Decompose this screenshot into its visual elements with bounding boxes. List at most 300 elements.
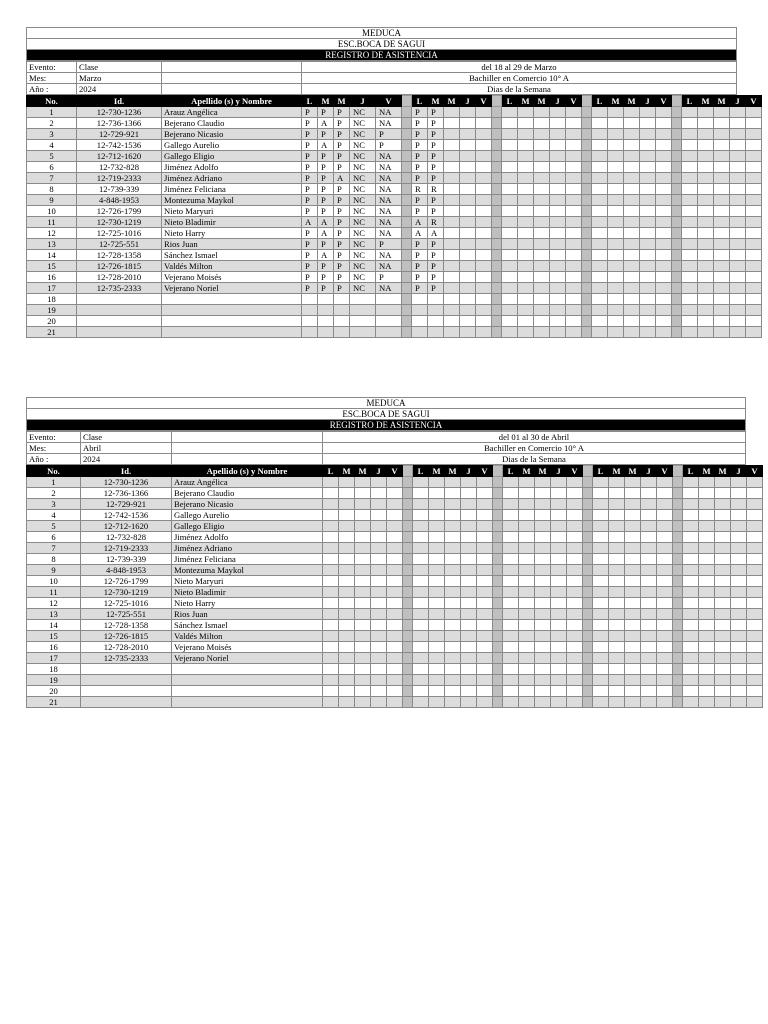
attendance-cell[interactable] bbox=[730, 195, 746, 206]
attendance-cell[interactable] bbox=[683, 532, 699, 543]
attendance-cell[interactable]: NC bbox=[350, 184, 376, 195]
attendance-cell[interactable]: P bbox=[334, 184, 350, 195]
attendance-cell[interactable] bbox=[698, 195, 714, 206]
attendance-cell[interactable] bbox=[429, 576, 445, 587]
attendance-cell[interactable] bbox=[625, 499, 641, 510]
attendance-cell[interactable]: P bbox=[318, 129, 334, 140]
attendance-cell[interactable] bbox=[387, 499, 403, 510]
attendance-cell[interactable] bbox=[535, 543, 551, 554]
attendance-cell[interactable] bbox=[461, 477, 477, 488]
attendance-cell[interactable] bbox=[698, 261, 714, 272]
attendance-cell[interactable] bbox=[339, 510, 355, 521]
attendance-cell[interactable] bbox=[376, 305, 402, 316]
attendance-cell[interactable] bbox=[715, 631, 731, 642]
attendance-cell[interactable] bbox=[731, 477, 747, 488]
attendance-cell[interactable] bbox=[592, 228, 608, 239]
attendance-cell[interactable] bbox=[624, 228, 640, 239]
attendance-cell[interactable] bbox=[387, 477, 403, 488]
attendance-cell[interactable] bbox=[518, 305, 534, 316]
attendance-cell[interactable] bbox=[445, 653, 461, 664]
attendance-cell[interactable]: P bbox=[334, 250, 350, 261]
attendance-cell[interactable] bbox=[445, 477, 461, 488]
attendance-cell[interactable] bbox=[746, 206, 762, 217]
attendance-cell[interactable] bbox=[683, 499, 699, 510]
attendance-cell[interactable] bbox=[699, 477, 715, 488]
attendance-cell[interactable] bbox=[477, 653, 493, 664]
attendance-cell[interactable] bbox=[640, 305, 656, 316]
attendance-cell[interactable] bbox=[731, 565, 747, 576]
attendance-cell[interactable] bbox=[412, 316, 428, 327]
attendance-cell[interactable] bbox=[429, 675, 445, 686]
attendance-cell[interactable] bbox=[445, 675, 461, 686]
attendance-cell[interactable] bbox=[683, 598, 699, 609]
attendance-cell[interactable] bbox=[476, 140, 492, 151]
attendance-cell[interactable] bbox=[503, 477, 519, 488]
attendance-cell[interactable] bbox=[657, 499, 673, 510]
attendance-cell[interactable] bbox=[534, 283, 550, 294]
attendance-cell[interactable] bbox=[625, 554, 641, 565]
attendance-cell[interactable]: P bbox=[428, 151, 444, 162]
attendance-cell[interactable] bbox=[682, 140, 698, 151]
attendance-cell[interactable] bbox=[502, 228, 518, 239]
attendance-cell[interactable] bbox=[699, 609, 715, 620]
attendance-cell[interactable] bbox=[683, 554, 699, 565]
attendance-cell[interactable] bbox=[551, 620, 567, 631]
attendance-cell[interactable] bbox=[502, 173, 518, 184]
attendance-cell[interactable] bbox=[355, 576, 371, 587]
attendance-cell[interactable] bbox=[460, 107, 476, 118]
attendance-cell[interactable] bbox=[477, 664, 493, 675]
attendance-cell[interactable] bbox=[355, 488, 371, 499]
attendance-cell[interactable] bbox=[683, 576, 699, 587]
attendance-cell[interactable] bbox=[608, 107, 624, 118]
attendance-cell[interactable] bbox=[371, 576, 387, 587]
attendance-cell[interactable] bbox=[519, 675, 535, 686]
attendance-cell[interactable] bbox=[550, 250, 566, 261]
attendance-cell[interactable] bbox=[731, 631, 747, 642]
attendance-cell[interactable] bbox=[535, 631, 551, 642]
attendance-cell[interactable] bbox=[699, 653, 715, 664]
attendance-cell[interactable] bbox=[715, 477, 731, 488]
attendance-cell[interactable] bbox=[444, 228, 460, 239]
attendance-cell[interactable] bbox=[746, 272, 762, 283]
attendance-cell[interactable] bbox=[592, 195, 608, 206]
attendance-cell[interactable] bbox=[731, 587, 747, 598]
attendance-cell[interactable] bbox=[714, 261, 730, 272]
attendance-cell[interactable] bbox=[323, 620, 339, 631]
attendance-cell[interactable] bbox=[609, 675, 625, 686]
attendance-cell[interactable] bbox=[682, 327, 698, 338]
attendance-cell[interactable] bbox=[339, 532, 355, 543]
attendance-cell[interactable] bbox=[519, 576, 535, 587]
attendance-cell[interactable] bbox=[641, 697, 657, 708]
attendance-cell[interactable] bbox=[376, 294, 402, 305]
attendance-cell[interactable] bbox=[502, 272, 518, 283]
attendance-cell[interactable] bbox=[714, 195, 730, 206]
attendance-cell[interactable] bbox=[640, 195, 656, 206]
attendance-cell[interactable] bbox=[656, 272, 672, 283]
attendance-cell[interactable] bbox=[730, 272, 746, 283]
attendance-cell[interactable] bbox=[535, 675, 551, 686]
attendance-cell[interactable] bbox=[656, 250, 672, 261]
attendance-cell[interactable] bbox=[566, 217, 582, 228]
attendance-cell[interactable] bbox=[518, 195, 534, 206]
attendance-cell[interactable] bbox=[477, 686, 493, 697]
attendance-cell[interactable] bbox=[371, 543, 387, 554]
attendance-cell[interactable] bbox=[567, 532, 583, 543]
attendance-cell[interactable] bbox=[323, 686, 339, 697]
attendance-cell[interactable] bbox=[567, 697, 583, 708]
attendance-cell[interactable] bbox=[371, 697, 387, 708]
attendance-cell[interactable]: A bbox=[318, 118, 334, 129]
attendance-cell[interactable] bbox=[518, 206, 534, 217]
attendance-cell[interactable] bbox=[656, 107, 672, 118]
attendance-cell[interactable] bbox=[592, 239, 608, 250]
attendance-cell[interactable] bbox=[641, 554, 657, 565]
attendance-cell[interactable] bbox=[640, 151, 656, 162]
attendance-cell[interactable]: NC bbox=[350, 283, 376, 294]
attendance-cell[interactable] bbox=[550, 118, 566, 129]
attendance-cell[interactable]: P bbox=[334, 162, 350, 173]
attendance-cell[interactable] bbox=[476, 327, 492, 338]
attendance-cell[interactable] bbox=[339, 477, 355, 488]
attendance-cell[interactable] bbox=[566, 228, 582, 239]
attendance-cell[interactable]: A bbox=[428, 228, 444, 239]
attendance-cell[interactable] bbox=[461, 664, 477, 675]
attendance-cell[interactable] bbox=[624, 316, 640, 327]
attendance-cell[interactable] bbox=[657, 609, 673, 620]
attendance-cell[interactable] bbox=[698, 184, 714, 195]
attendance-cell[interactable] bbox=[682, 294, 698, 305]
attendance-cell[interactable] bbox=[656, 261, 672, 272]
attendance-cell[interactable] bbox=[355, 664, 371, 675]
attendance-cell[interactable] bbox=[730, 140, 746, 151]
attendance-cell[interactable]: P bbox=[302, 272, 318, 283]
attendance-cell[interactable] bbox=[535, 477, 551, 488]
attendance-cell[interactable] bbox=[413, 620, 429, 631]
attendance-cell[interactable] bbox=[592, 283, 608, 294]
attendance-cell[interactable] bbox=[746, 305, 762, 316]
attendance-cell[interactable] bbox=[551, 554, 567, 565]
attendance-cell[interactable] bbox=[461, 675, 477, 686]
attendance-cell[interactable] bbox=[747, 499, 763, 510]
attendance-cell[interactable] bbox=[609, 697, 625, 708]
attendance-cell[interactable] bbox=[371, 664, 387, 675]
attendance-cell[interactable] bbox=[731, 609, 747, 620]
attendance-cell[interactable] bbox=[624, 162, 640, 173]
attendance-cell[interactable]: P bbox=[318, 272, 334, 283]
attendance-cell[interactable] bbox=[477, 499, 493, 510]
attendance-cell[interactable] bbox=[641, 565, 657, 576]
attendance-cell[interactable] bbox=[566, 250, 582, 261]
attendance-cell[interactable] bbox=[550, 184, 566, 195]
attendance-cell[interactable]: NA bbox=[376, 184, 402, 195]
attendance-cell[interactable] bbox=[503, 664, 519, 675]
attendance-cell[interactable] bbox=[535, 554, 551, 565]
attendance-cell[interactable]: NC bbox=[350, 250, 376, 261]
attendance-cell[interactable] bbox=[535, 620, 551, 631]
attendance-cell[interactable] bbox=[551, 598, 567, 609]
attendance-cell[interactable] bbox=[593, 609, 609, 620]
attendance-cell[interactable] bbox=[519, 532, 535, 543]
attendance-cell[interactable]: P bbox=[302, 228, 318, 239]
attendance-cell[interactable] bbox=[502, 140, 518, 151]
attendance-cell[interactable] bbox=[747, 532, 763, 543]
attendance-cell[interactable] bbox=[698, 316, 714, 327]
attendance-cell[interactable] bbox=[624, 261, 640, 272]
attendance-cell[interactable] bbox=[566, 206, 582, 217]
attendance-cell[interactable] bbox=[460, 140, 476, 151]
attendance-cell[interactable] bbox=[641, 587, 657, 598]
attendance-cell[interactable]: A bbox=[318, 217, 334, 228]
attendance-cell[interactable] bbox=[567, 576, 583, 587]
attendance-cell[interactable] bbox=[461, 598, 477, 609]
attendance-cell[interactable] bbox=[413, 631, 429, 642]
attendance-cell[interactable] bbox=[714, 228, 730, 239]
attendance-cell[interactable]: P bbox=[428, 261, 444, 272]
attendance-cell[interactable]: P bbox=[302, 118, 318, 129]
attendance-cell[interactable]: P bbox=[428, 250, 444, 261]
attendance-cell[interactable]: P bbox=[376, 129, 402, 140]
attendance-cell[interactable] bbox=[355, 686, 371, 697]
attendance-cell[interactable] bbox=[444, 195, 460, 206]
attendance-cell[interactable] bbox=[715, 543, 731, 554]
attendance-cell[interactable]: P bbox=[318, 162, 334, 173]
attendance-cell[interactable] bbox=[355, 521, 371, 532]
attendance-cell[interactable]: NC bbox=[350, 173, 376, 184]
attendance-cell[interactable] bbox=[476, 162, 492, 173]
attendance-cell[interactable] bbox=[731, 521, 747, 532]
attendance-cell[interactable]: R bbox=[412, 184, 428, 195]
attendance-cell[interactable] bbox=[715, 565, 731, 576]
attendance-cell[interactable] bbox=[567, 499, 583, 510]
attendance-cell[interactable]: A bbox=[318, 140, 334, 151]
attendance-cell[interactable] bbox=[502, 129, 518, 140]
attendance-cell[interactable] bbox=[476, 107, 492, 118]
attendance-cell[interactable]: NA bbox=[376, 118, 402, 129]
attendance-cell[interactable] bbox=[608, 206, 624, 217]
attendance-cell[interactable] bbox=[413, 488, 429, 499]
attendance-cell[interactable] bbox=[747, 488, 763, 499]
attendance-cell[interactable] bbox=[625, 565, 641, 576]
attendance-cell[interactable] bbox=[387, 598, 403, 609]
attendance-cell[interactable] bbox=[593, 686, 609, 697]
attendance-cell[interactable] bbox=[592, 118, 608, 129]
attendance-cell[interactable] bbox=[334, 294, 350, 305]
attendance-cell[interactable] bbox=[413, 664, 429, 675]
attendance-cell[interactable] bbox=[567, 664, 583, 675]
attendance-cell[interactable] bbox=[387, 510, 403, 521]
attendance-cell[interactable] bbox=[518, 129, 534, 140]
attendance-cell[interactable] bbox=[593, 477, 609, 488]
attendance-cell[interactable] bbox=[502, 118, 518, 129]
attendance-cell[interactable] bbox=[387, 543, 403, 554]
attendance-cell[interactable] bbox=[624, 239, 640, 250]
attendance-cell[interactable] bbox=[640, 261, 656, 272]
attendance-cell[interactable] bbox=[746, 283, 762, 294]
attendance-cell[interactable] bbox=[445, 543, 461, 554]
attendance-cell[interactable] bbox=[519, 697, 535, 708]
attendance-cell[interactable] bbox=[413, 653, 429, 664]
attendance-cell[interactable] bbox=[625, 686, 641, 697]
attendance-cell[interactable] bbox=[730, 261, 746, 272]
attendance-cell[interactable] bbox=[715, 510, 731, 521]
attendance-cell[interactable] bbox=[339, 686, 355, 697]
attendance-cell[interactable] bbox=[699, 686, 715, 697]
attendance-cell[interactable] bbox=[747, 653, 763, 664]
attendance-cell[interactable] bbox=[641, 631, 657, 642]
attendance-cell[interactable] bbox=[502, 195, 518, 206]
attendance-cell[interactable] bbox=[477, 697, 493, 708]
attendance-cell[interactable] bbox=[477, 576, 493, 587]
attendance-cell[interactable]: NC bbox=[350, 129, 376, 140]
attendance-cell[interactable] bbox=[518, 140, 534, 151]
attendance-cell[interactable] bbox=[534, 140, 550, 151]
attendance-cell[interactable] bbox=[567, 543, 583, 554]
attendance-cell[interactable] bbox=[535, 532, 551, 543]
attendance-cell[interactable] bbox=[387, 653, 403, 664]
attendance-cell[interactable] bbox=[323, 664, 339, 675]
attendance-cell[interactable] bbox=[747, 543, 763, 554]
attendance-cell[interactable] bbox=[567, 620, 583, 631]
attendance-cell[interactable] bbox=[656, 316, 672, 327]
attendance-cell[interactable] bbox=[593, 697, 609, 708]
attendance-cell[interactable] bbox=[714, 107, 730, 118]
attendance-cell[interactable] bbox=[535, 642, 551, 653]
attendance-cell[interactable] bbox=[518, 151, 534, 162]
attendance-cell[interactable] bbox=[518, 162, 534, 173]
attendance-cell[interactable] bbox=[747, 675, 763, 686]
attendance-cell[interactable]: P bbox=[302, 206, 318, 217]
attendance-cell[interactable]: NA bbox=[376, 195, 402, 206]
attendance-cell[interactable] bbox=[355, 598, 371, 609]
attendance-cell[interactable] bbox=[698, 162, 714, 173]
attendance-cell[interactable] bbox=[376, 316, 402, 327]
attendance-cell[interactable] bbox=[534, 129, 550, 140]
attendance-cell[interactable] bbox=[714, 250, 730, 261]
attendance-cell[interactable] bbox=[460, 261, 476, 272]
attendance-cell[interactable] bbox=[550, 261, 566, 272]
attendance-cell[interactable] bbox=[609, 664, 625, 675]
attendance-cell[interactable] bbox=[518, 173, 534, 184]
attendance-cell[interactable] bbox=[746, 162, 762, 173]
attendance-cell[interactable] bbox=[502, 305, 518, 316]
attendance-cell[interactable] bbox=[387, 697, 403, 708]
attendance-cell[interactable]: NC bbox=[350, 162, 376, 173]
attendance-cell[interactable] bbox=[731, 653, 747, 664]
attendance-cell[interactable] bbox=[534, 184, 550, 195]
attendance-cell[interactable] bbox=[699, 499, 715, 510]
attendance-cell[interactable] bbox=[683, 653, 699, 664]
attendance-cell[interactable] bbox=[503, 598, 519, 609]
attendance-cell[interactable] bbox=[566, 107, 582, 118]
attendance-cell[interactable]: NC bbox=[350, 239, 376, 250]
attendance-cell[interactable] bbox=[476, 239, 492, 250]
attendance-cell[interactable] bbox=[640, 184, 656, 195]
attendance-cell[interactable] bbox=[371, 653, 387, 664]
attendance-cell[interactable] bbox=[698, 206, 714, 217]
attendance-cell[interactable] bbox=[503, 642, 519, 653]
attendance-cell[interactable] bbox=[656, 151, 672, 162]
attendance-cell[interactable]: NC bbox=[350, 151, 376, 162]
attendance-cell[interactable] bbox=[699, 532, 715, 543]
attendance-cell[interactable] bbox=[535, 499, 551, 510]
attendance-cell[interactable] bbox=[550, 239, 566, 250]
attendance-cell[interactable] bbox=[567, 675, 583, 686]
attendance-cell[interactable] bbox=[682, 206, 698, 217]
attendance-cell[interactable] bbox=[551, 675, 567, 686]
attendance-cell[interactable] bbox=[608, 272, 624, 283]
attendance-cell[interactable] bbox=[444, 173, 460, 184]
attendance-cell[interactable] bbox=[682, 217, 698, 228]
attendance-cell[interactable] bbox=[502, 217, 518, 228]
attendance-cell[interactable] bbox=[445, 521, 461, 532]
attendance-cell[interactable] bbox=[519, 609, 535, 620]
attendance-cell[interactable] bbox=[355, 642, 371, 653]
attendance-cell[interactable] bbox=[592, 151, 608, 162]
attendance-cell[interactable] bbox=[625, 488, 641, 499]
attendance-cell[interactable] bbox=[323, 565, 339, 576]
attendance-cell[interactable] bbox=[566, 129, 582, 140]
attendance-cell[interactable] bbox=[657, 554, 673, 565]
attendance-cell[interactable] bbox=[747, 686, 763, 697]
attendance-cell[interactable]: A bbox=[412, 228, 428, 239]
attendance-cell[interactable] bbox=[502, 151, 518, 162]
attendance-cell[interactable] bbox=[747, 642, 763, 653]
attendance-cell[interactable] bbox=[551, 631, 567, 642]
attendance-cell[interactable] bbox=[429, 532, 445, 543]
attendance-cell[interactable] bbox=[477, 488, 493, 499]
attendance-cell[interactable] bbox=[640, 239, 656, 250]
attendance-cell[interactable]: P bbox=[412, 118, 428, 129]
attendance-cell[interactable] bbox=[550, 294, 566, 305]
attendance-cell[interactable] bbox=[567, 488, 583, 499]
attendance-cell[interactable] bbox=[625, 609, 641, 620]
attendance-cell[interactable] bbox=[567, 510, 583, 521]
attendance-cell[interactable]: P bbox=[302, 173, 318, 184]
attendance-cell[interactable] bbox=[476, 151, 492, 162]
attendance-cell[interactable] bbox=[682, 151, 698, 162]
attendance-cell[interactable] bbox=[593, 642, 609, 653]
attendance-cell[interactable] bbox=[609, 587, 625, 598]
attendance-cell[interactable] bbox=[502, 294, 518, 305]
attendance-cell[interactable] bbox=[371, 554, 387, 565]
attendance-cell[interactable] bbox=[592, 129, 608, 140]
attendance-cell[interactable] bbox=[518, 228, 534, 239]
attendance-cell[interactable] bbox=[460, 118, 476, 129]
attendance-cell[interactable] bbox=[746, 129, 762, 140]
attendance-cell[interactable] bbox=[624, 173, 640, 184]
attendance-cell[interactable] bbox=[429, 565, 445, 576]
attendance-cell[interactable] bbox=[318, 316, 334, 327]
attendance-cell[interactable] bbox=[567, 653, 583, 664]
attendance-cell[interactable] bbox=[318, 294, 334, 305]
attendance-cell[interactable] bbox=[624, 217, 640, 228]
attendance-cell[interactable] bbox=[624, 107, 640, 118]
attendance-cell[interactable] bbox=[699, 587, 715, 598]
attendance-cell[interactable] bbox=[550, 107, 566, 118]
attendance-cell[interactable] bbox=[608, 294, 624, 305]
attendance-cell[interactable] bbox=[476, 195, 492, 206]
attendance-cell[interactable] bbox=[730, 162, 746, 173]
attendance-cell[interactable] bbox=[503, 631, 519, 642]
attendance-cell[interactable] bbox=[444, 272, 460, 283]
attendance-cell[interactable] bbox=[445, 631, 461, 642]
attendance-cell[interactable]: P bbox=[334, 140, 350, 151]
attendance-cell[interactable] bbox=[714, 217, 730, 228]
attendance-cell[interactable] bbox=[444, 283, 460, 294]
attendance-cell[interactable] bbox=[699, 675, 715, 686]
